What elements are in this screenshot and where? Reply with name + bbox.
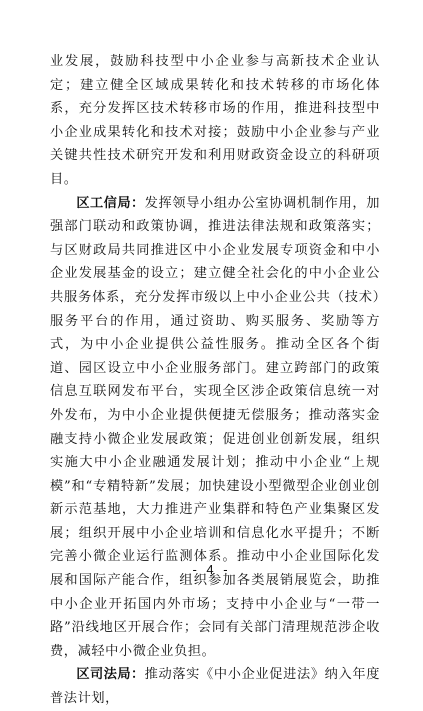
paragraph-text: 业发展，鼓励科技型中小企业参与高新技术企业认定；建立健全区域成果转化和技术转移的市场化体系，充分发挥区技术转移市场的作用，推进科技型中小企业成果转化和技术对接；鼓励中小企业参与产业关键共性技术研究开发和利用财政资金设立的科研项目。 (50, 54, 380, 187)
paragraph-text: 推动落实《中小企业促进法》纳入年度普法计划， (50, 667, 381, 707)
document-body (50, 50, 380, 711)
paragraph-lead-heading: 区工信局： (76, 195, 145, 211)
paragraph-district-justice-bureau (50, 663, 380, 710)
paragraph-text: 发挥领导小组办公室协调机制作用，加强部门联动和政策协调，推进法律法规和政策落实；与区财政局共同推进区中小企业发展专项资金和中小企业发展基金的设立；建立健全社会化的中小企业公共服务体系，充分发挥市级以上中小企业公共（技术）服务平台的作用，通过资助、购买服务、奖励等方式，为中小企业提供公益性服务。推动全区各个街道、园区设立中小企业服务部门。建立跨部门的政策信息互联网发布平台，实现全区涉企政策信息统一对外发布，为中小企业提供便捷无偿服务；推动落实金融支持小微企业发展政策；促进创业创新发展，组织实施大中小企业融通发展计划；推动中小企业“上规模”和“专精特新”发展；加快建设小型微型企业创业创新示范基地，大力推进产业集群和特色产业集聚区发展；组织开展中小企业培训和信息化水平提升；不断完善小微企业运行监测体系。推动中小企业国际化发展和国际产能合作，组织参加各类展销展览会，助推中小企业开拓国内外市场；支持中小企业与“一带一路”沿线地区开展合作；会同有关部门清理规范涉企收费，减轻中小微企业负担。 (50, 195, 381, 659)
page-number: - 4 - (192, 562, 231, 577)
paragraph-continued (50, 50, 380, 192)
paragraph-lead-heading: 区司法局： (76, 667, 145, 683)
paragraph-district-industry-bureau (50, 192, 380, 664)
